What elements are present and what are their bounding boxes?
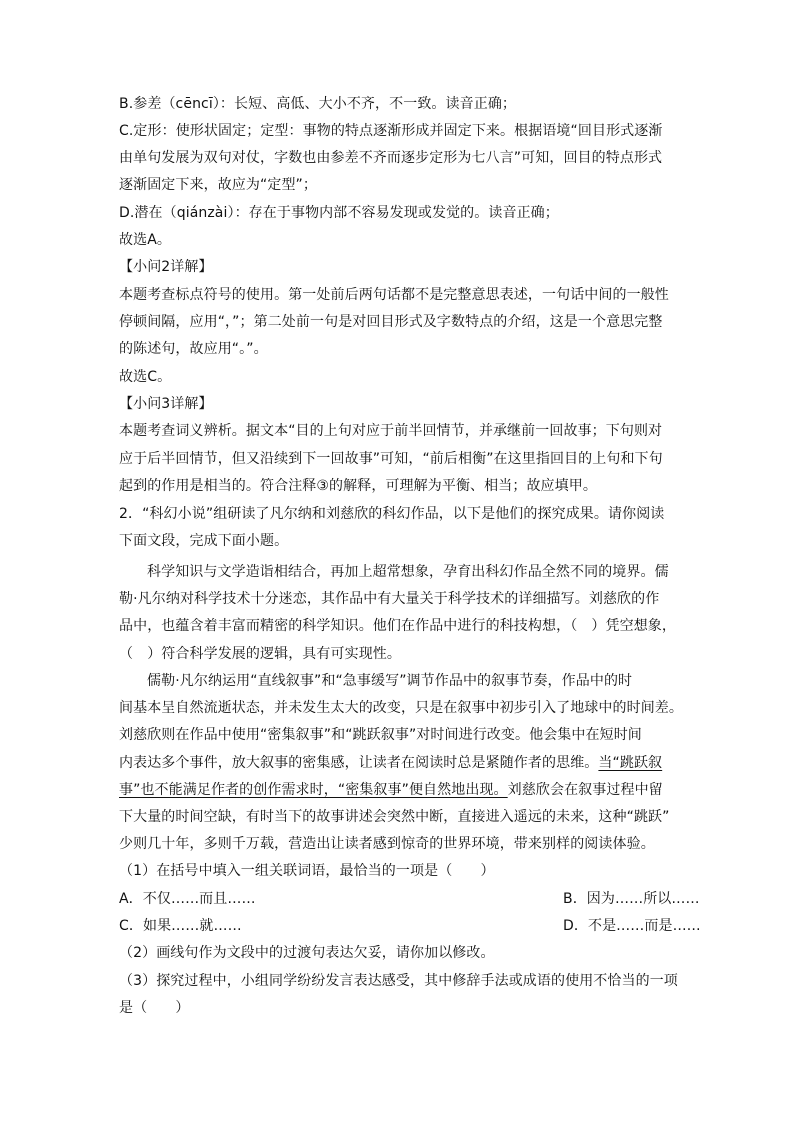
text-line: 起到的作用是相当的。符合注释③的解释，可理解为平衡、相当；故应填甲。	[119, 478, 597, 494]
underlined-sentence: 事”也不能满足作者的创作需求时，“密集叙事”便自然地出现。	[119, 782, 508, 798]
section-heading: 【小问2详解】	[119, 259, 213, 275]
text-line: 故选C。	[119, 369, 172, 385]
text-line: C.定形：使形状固定；定型：事物的特点逐渐形成并固定下来。根据语境“回目形式逐渐	[119, 123, 663, 139]
option-c[interactable]: C．如果……就……	[119, 918, 242, 934]
text-line: 停顿间隔，应用“，”；第二处前一句是对回目形式及字数特点的介绍，这是一个意思完整	[119, 314, 663, 330]
question-intro: 2．“科幻小说”组研读了凡尔纳和刘慈欣的科幻作品，以下是他们的探究成果。请你阅读	[119, 506, 665, 522]
passage-line: 品中，也蕴含着丰富而精密的科学知识。他们在作品中进行的科技构想，（ ）凭空想象，	[119, 618, 676, 634]
passage-line: 科学知识与文学造诣相结合，再加上超常想象，孕育出科幻作品全然不同的境界。儒	[147, 564, 669, 580]
passage-text: 内表达多个事件，放大叙事的密集感，让读者在阅读时总是紧随作者的思维。	[119, 755, 599, 771]
underlined-sentence: 当“跳跃叙	[598, 755, 663, 771]
question-intro: 下面文段，完成下面小题。	[119, 533, 289, 549]
text-line: 故选A。	[119, 232, 171, 248]
passage-line: 少则几十年，多则千万载，营造出让读者感到惊奇的世界环境，带来别样的阅读体验。	[119, 836, 655, 852]
passage-line: 儒勒·凡尔纳运用“直线叙事”和“急事缓写”调节作品中的叙事节奏，作品中的时	[147, 673, 633, 689]
sub-question-2: （2）画线句作为文段中的过渡句表达欠妥，请你加以修改。	[119, 945, 495, 961]
passage-line: 勒·凡尔纳对科学技术十分迷恋，其作品中有大量关于科学技术的详细描写。刘慈欣的作	[119, 591, 660, 607]
passage-line	[119, 781, 679, 800]
sub-question-3: （3）探究过程中，小组同学纷纷发言表达感受，其中修辞手法或成语的使用不恰当的一项	[119, 973, 678, 989]
text-line: D.潜在（qiánzài）：存在于事物内部不容易发现或发觉的。读音正确；	[119, 205, 559, 221]
text-line: 逐渐固定下来，故应为“定型”；	[119, 177, 318, 193]
text-line: 的陈述句，故应用“。”。	[119, 341, 268, 357]
sub-question-1: （1）在括号中填入一组关联词语，最恰当的一项是（ ）	[119, 863, 495, 879]
passage-line: 间基本呈自然流逝状态，并未发生太大的改变，只是在叙事中初步引入了地球中的时间差。	[119, 700, 683, 716]
text-line: 本题考查词义辨析。据文本“目的上句对应于前半回情节，并承继前一回故事；下句则对	[119, 423, 663, 439]
text-line: 本题考查标点符号的使用。第一处前后两句话都不是完整意思表述，一句话中间的一般性	[119, 287, 669, 303]
text-line: B.参差（cēncī）：长短、高低、大小不齐，不一致。读音正确；	[119, 96, 517, 112]
passage-line: 下大量的时间空缺，有时当下的故事讲述会突然中断，直接进入遥远的未来，这种“跳跃”	[119, 809, 670, 825]
option-row	[119, 917, 701, 936]
option-d[interactable]: D．不是……而是……	[563, 918, 701, 934]
option-a[interactable]: A．不仅……而且……	[119, 891, 256, 907]
passage-line	[119, 754, 679, 773]
passage-text: 刘慈欣会在叙事过程中留	[507, 782, 663, 798]
text-line: 应于后半回情节，但又沿续到下一回故事”可知，“前后相衡”在这里指回目的上句和下句	[119, 451, 663, 467]
option-row	[119, 890, 700, 909]
sub-question-3: 是（ ）	[119, 1000, 190, 1016]
option-b[interactable]: B．因为……所以……	[563, 891, 700, 907]
passage-line: （ ）符合科学发展的逻辑，具有可实现性。	[119, 646, 401, 662]
section-heading: 【小问3详解】	[119, 396, 213, 412]
passage-line: 刘慈欣则在作品中使用“密集叙事”和“跳跃叙事”对时间进行改变。他会集中在短时间	[119, 727, 642, 743]
text-line: 由单句发展为双句对仗，字数也由参差不齐而逐步定形为七八言”可知，回目的特点形式	[119, 150, 663, 166]
